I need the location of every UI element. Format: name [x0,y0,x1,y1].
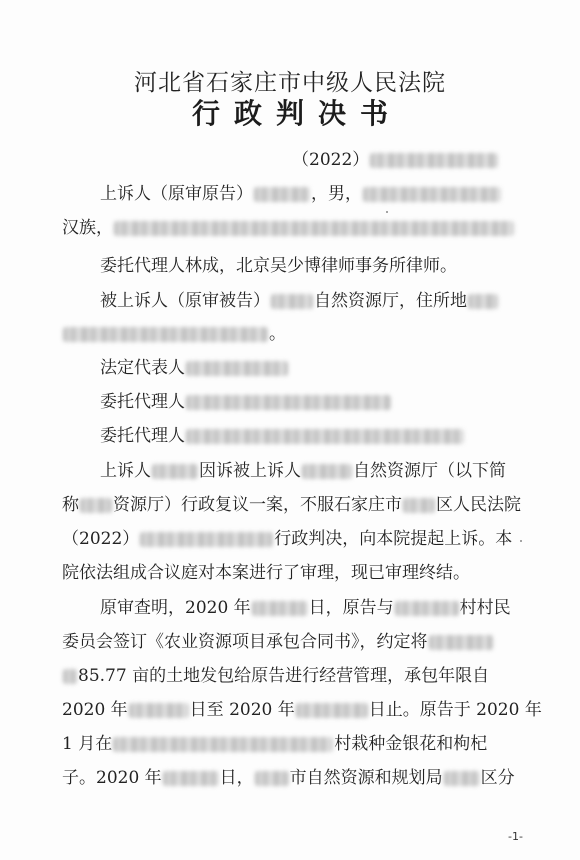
paragraph-2-line-1 [100,597,511,619]
agent-3-line [100,425,465,447]
paragraph-2-line-2 [62,631,494,653]
paragraph-2-line-3 [62,665,489,687]
court-name: 河北省石家庄市中级人民法院 [134,70,446,96]
case-number-prefix: （2022） [292,150,370,170]
legal-representative-label: 法定代表人 [100,358,185,378]
text-segment: 上诉人 [100,461,151,481]
redacted-appellant-address [114,221,514,236]
paragraph-1-line-3 [62,528,512,550]
text-segment: 日， [219,768,254,788]
text-segment: 自然资源厅（以下简 [353,461,506,481]
agent-2-label: 委托代理人 [100,392,185,412]
text-segment: 1 月在 [62,734,113,754]
appellee-line [100,290,499,312]
paragraph-2-line-5 [62,733,487,755]
paragraph-1-line-4: 院依法组成合议庭对本案进行了审理，现已审理终结。 [62,563,470,583]
document-title: 行政判决书 [191,97,402,130]
redacted-date [129,703,189,718]
redacted-district [403,498,435,513]
redacted-appellant-birth [363,187,501,202]
text-segment: 村栽种金银花和枸杞 [334,734,488,754]
redacted-location [429,635,493,650]
appellee-line-end: 。 [269,324,286,344]
redacted-appellee-address [63,327,268,342]
text-segment: 市自然资源和规划局 [289,768,443,788]
text-segment: 村村民 [459,598,511,618]
text-segment: 日止。原告于 2020 年 [368,700,542,720]
appellant-label: 上诉人（原审原告） [100,184,253,204]
legal-representative-line [100,357,289,379]
appellant-line-2 [62,217,515,239]
redacted-village [395,601,459,616]
page-number: -1- [508,830,523,843]
appellee-line-2 [62,323,286,345]
redacted-date [163,771,219,786]
appellee-label: 被上诉人（原审被告） [100,291,270,311]
agent-2-line [100,391,392,413]
redacted-city [255,771,289,786]
text-segment: 区分 [480,768,515,788]
text-segment: 原审查明，2020 年 [100,598,251,618]
redacted-case-number [370,153,498,168]
redacted-date [296,703,368,718]
redacted-appellant-name [254,187,310,202]
text-segment: 日，原告与 [308,598,394,618]
redacted-appellee-province [271,294,313,309]
scan-speck [520,540,522,542]
text-segment: 行政判决，向本院提起上诉。本 [274,529,513,549]
agent-3-label: 委托代理人 [100,426,185,446]
appellant-ethnicity: 汉族， [62,218,113,238]
redacted-province [302,464,352,479]
paragraph-2-line-4 [62,699,542,721]
scan-speck [386,211,388,213]
agent-1-line: 委托代理人林成，北京吴少博律师事务所律师。 [100,256,457,276]
text-segment: 因诉被上诉人 [199,461,301,481]
redacted-legal-representative [186,361,288,376]
redacted-agent-3 [186,429,464,444]
text-segment: 区人民法院 [436,495,521,515]
text-segment: 85.77 亩的土地发包给原告进行经营管理，承包年限自 [78,666,490,686]
text-segment: 子。2020 年 [62,768,162,788]
appellee-agency: 自然资源厅，住所地 [314,291,467,311]
redacted-province [80,498,112,513]
text-segment: 委员会签订《农业资源项目承包合同书》，约定将 [62,632,428,652]
case-number [292,149,499,171]
text-segment: 称 [62,495,79,515]
redacted-name [152,464,198,479]
text-segment: 资源厅）行政复议一案，不服石家庄市 [113,495,402,515]
text-segment: 日至 2020 年 [189,700,295,720]
redacted-case-number [140,532,273,547]
redacted-district [444,771,480,786]
text-segment: 2020 年 [62,700,128,720]
paragraph-1-line-1 [100,460,506,482]
redacted-location [113,737,333,752]
paragraph-1-line-2 [62,494,521,516]
paragraph-2-line-6 [62,767,515,789]
redacted-appellee-address-start [468,294,498,309]
redacted-agent-2 [186,395,391,410]
redacted-location [63,669,77,684]
appellant-line [100,183,502,205]
appellant-gender: ，男， [311,184,362,204]
redacted-date [252,601,308,616]
text-segment: （2022） [62,529,140,549]
